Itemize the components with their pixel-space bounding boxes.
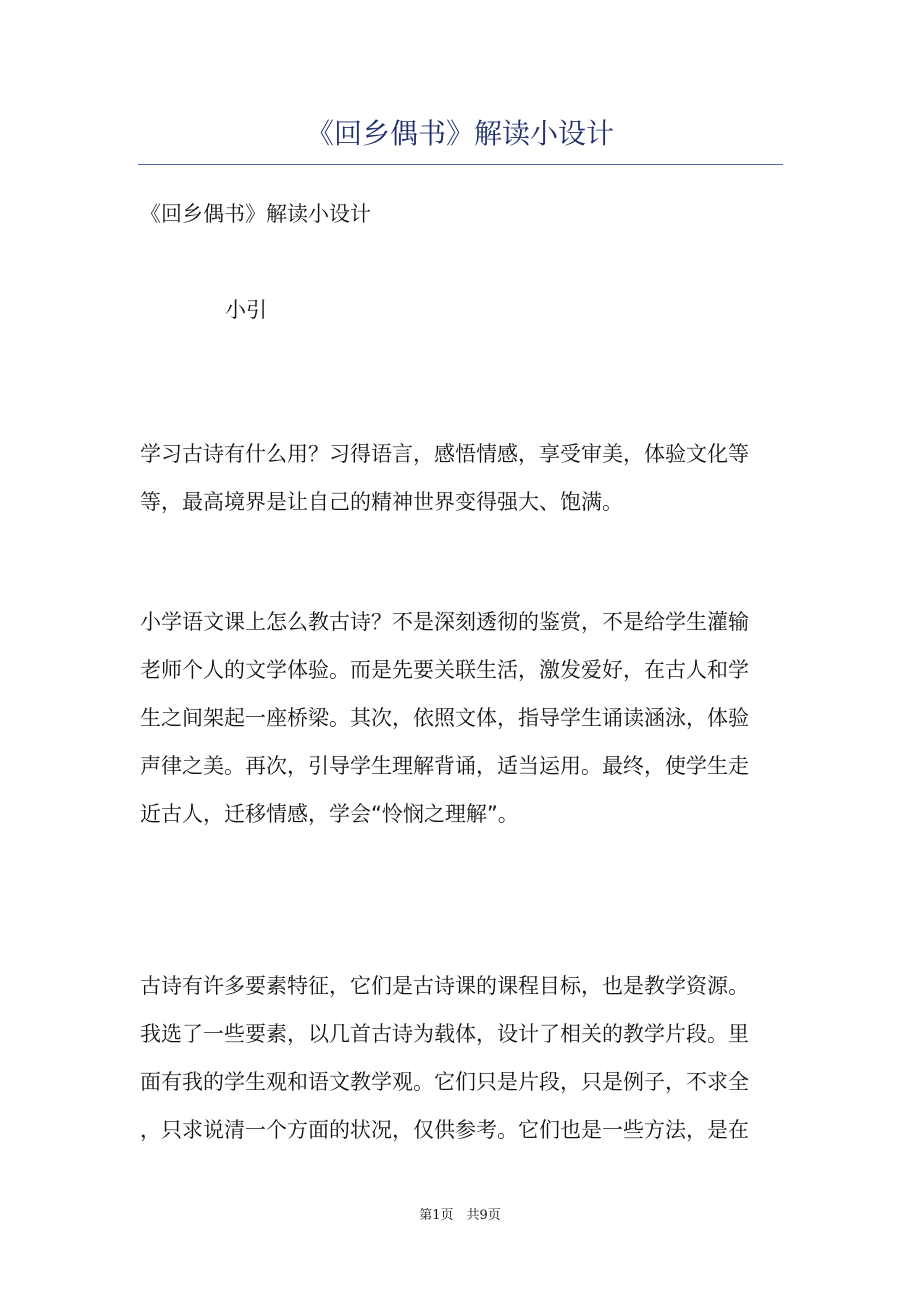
paragraph [140,598,780,838]
page-title: 《回乡偶书》解读小设计 [305,117,614,150]
paragraph-line: 学习古诗有什么用？习得语言，感悟情感，享受审美，体验文化等 [140,442,749,466]
paragraph-line: 老师个人的文学体验。而是先要关联生活，激发爱好，在古人和学 [140,658,749,682]
page-footer: 第1页 共9页 [419,1208,501,1223]
paragraph-line: ，只求说清一个方面的状况，仅供参考。它们也是一些方法，是在 [140,1118,749,1142]
title-divider [138,164,783,165]
paragraph-line: 等，最高境界是让自己的精神世界变得强大、饱满。 [140,490,623,514]
paragraph [140,962,780,1154]
paragraph-line: 生之间架起一座桥梁。其次，依照文体，指导学生诵读涵泳，体验 [140,706,749,730]
paragraph-line: 小学语文课上怎么教古诗？不是深刻透彻的鉴赏，不是给学生灌输 [140,610,749,634]
paragraph-line: 近古人，迁移情感，学会“怜悯之理解”。 [140,802,519,826]
document-subtitle: 《回乡偶书》解读小设计 [140,202,371,226]
paragraph-line: 声律之美。再次，引导学生理解背诵，适当运用。最终，使学生走 [140,754,749,778]
paragraph-line: 面有我的学生观和语文教学观。它们只是片段，只是例子，不求全 [140,1070,749,1094]
paragraph-line: 古诗有许多要素特征，它们是古诗课的课程目标，也是教学资源。 [140,974,749,998]
section-heading: 小引 [225,298,267,322]
paragraph-line: 我选了一些要素，以几首古诗为载体，设计了相关的教学片段。里 [140,1022,749,1046]
paragraph [140,430,780,526]
